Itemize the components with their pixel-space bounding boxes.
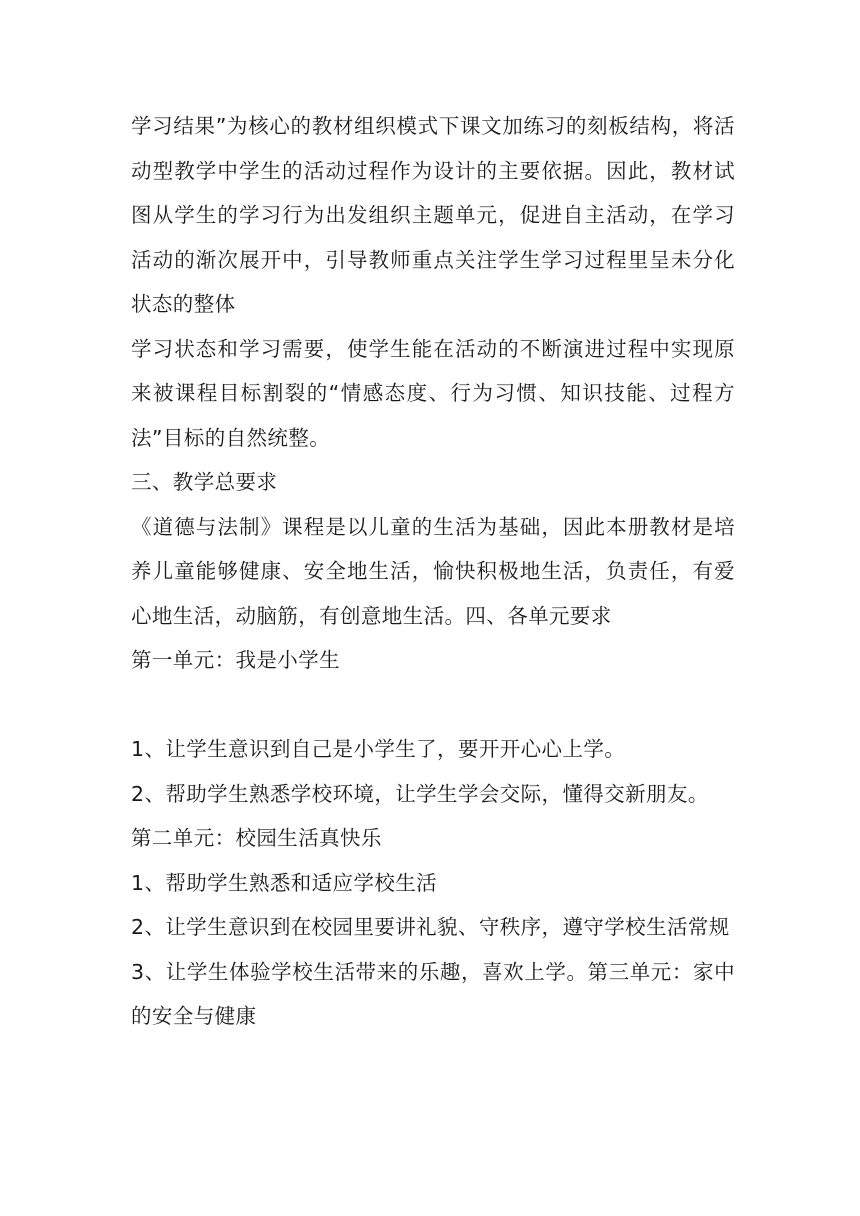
heading-unit-one: 第一单元：我是小学生	[131, 648, 340, 672]
paragraph-intro: 学习结果”为核心的教材组织模式下课文加练习的刻板结构，将活动型教学中学生的活动过程作为设计的主要依据。因此，教材试图从学生的学习行为出发组织主题单元，促进自主活动，在学习活动的渐次展开中，引导教师重点关注学生学习过程里呈未分化状态的整体	[131, 114, 735, 316]
paragraph-course-basis: 《道德与法制》课程是以儿童的生活为基础，因此本册教材是培养儿童能够健康、安全地生活，愉快积极地生活，负责任，有爱心地生活，动脑筋，有创意地生活。四、各单元要求	[131, 514, 735, 628]
list-item-unit-one-2: 2、帮助学生熟悉学校环境，让学生学会交际，懂得交新朋友。	[131, 781, 709, 806]
heading-unit-two: 第二单元：校园生活真快乐	[131, 826, 382, 850]
heading-general-requirements: 三、教学总要求	[131, 470, 278, 494]
document-body	[131, 104, 735, 1039]
list-item-unit-two-1: 1、帮助学生熟悉和适应学校生活	[131, 870, 438, 895]
blank-line	[131, 683, 735, 728]
list-item-unit-two-3: 3、让学生体验学校生活带来的乐趣，喜欢上学。第三单元：家中的安全与健康	[131, 959, 735, 1028]
list-item-unit-two-2: 2、让学生意识到在校园里要讲礼貌、守秩序，遵守学校生活常规	[131, 915, 730, 939]
list-item-unit-one-1: 1、让学生意识到自己是小学生了，要开开心心上学。	[131, 737, 626, 761]
paragraph-learning-state: 学习状态和学习需要，使学生能在活动的不断演进过程中实现原来被课程目标割裂的“情感态度、行为习惯、知识技能、过程方法”目标的自然统整。	[131, 336, 735, 450]
